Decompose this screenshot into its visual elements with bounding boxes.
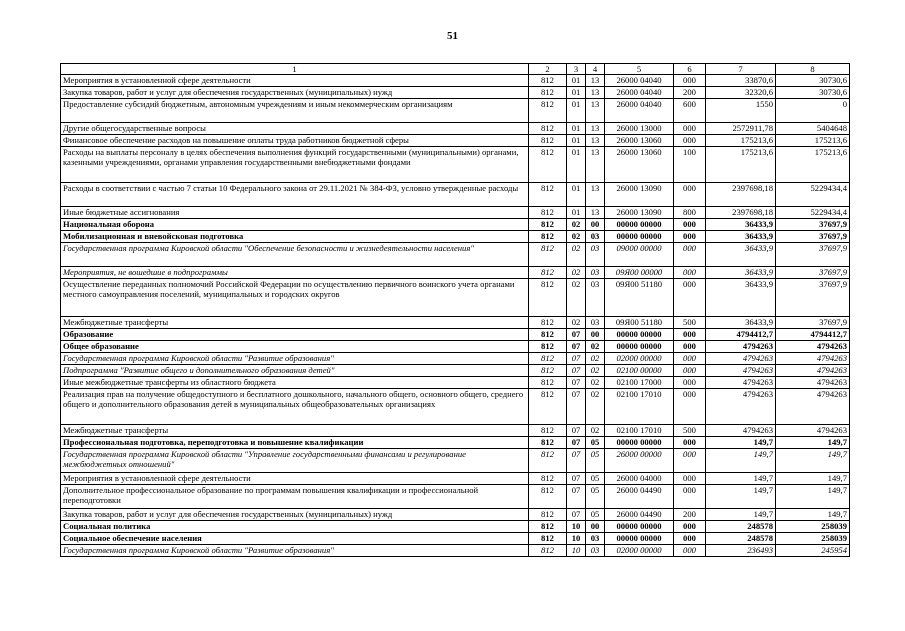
cell-expense-type: 000 [674, 279, 706, 317]
cell-item-name: Государственная программа Кировской области "Развитие образования" [61, 353, 529, 365]
cell-amount-year1: 2397698,18 [706, 207, 776, 219]
cell-item-name: Закупка товаров, работ и услуг для обеспечения государственных (муниципальных) нужд [61, 87, 529, 99]
cell-item-name: Мероприятия в установленной сфере деятельности [61, 75, 529, 87]
cell-amount-year2: 149,7 [776, 509, 850, 521]
cell-subsection: 02 [586, 341, 605, 353]
cell-subsection: 13 [586, 75, 605, 87]
cell-target-article: 26000 13060 [605, 147, 674, 183]
cell-subsection: 00 [586, 329, 605, 341]
cell-amount-year2: 175213,6 [776, 135, 850, 147]
table-row [61, 425, 850, 437]
cell-amount-year2: 5404648 [776, 123, 850, 135]
table-row [61, 123, 850, 135]
cell-item-name: Реализация прав на получение общедоступного и бесплатного дошкольного, начального общего, основного общего, среднего общего и дополнительного образования детей в муниципальных общеобразовательных организациях [61, 389, 529, 425]
cell-target-article: 26000 13000 [605, 123, 674, 135]
cell-section: 07 [567, 449, 586, 473]
cell-target-article: 26000 04040 [605, 75, 674, 87]
cell-target-article: 26000 04040 [605, 99, 674, 123]
cell-target-article: 09Я00 51180 [605, 317, 674, 329]
table-row [61, 99, 850, 123]
cell-expense-type: 000 [674, 267, 706, 279]
cell-subsection: 13 [586, 135, 605, 147]
table-row [61, 389, 850, 425]
cell-amount-year2: 4794263 [776, 353, 850, 365]
table-row [61, 341, 850, 353]
cell-amount-year1: 175213,6 [706, 135, 776, 147]
table-row [61, 267, 850, 279]
cell-item-name: Расходы на выплаты персоналу в целях обеспечения выполнения функций государственными (муниципальными) органами, казенными учреждениями, органами управления государственными внебюджетными фондами [61, 147, 529, 183]
cell-target-article: 02100 17000 [605, 377, 674, 389]
cell-amount-year2: 149,7 [776, 437, 850, 449]
cell-section: 07 [567, 353, 586, 365]
cell-admin-code: 812 [529, 135, 567, 147]
cell-subsection: 13 [586, 207, 605, 219]
table-row [61, 509, 850, 521]
cell-item-name: Государственная программа Кировской области "Развитие образования" [61, 545, 529, 557]
cell-item-name: Мероприятия в установленной сфере деятельности [61, 473, 529, 485]
cell-section: 01 [567, 135, 586, 147]
page-number: 51 [447, 30, 458, 42]
cell-expense-type: 500 [674, 317, 706, 329]
cell-section: 01 [567, 183, 586, 207]
cell-expense-type: 000 [674, 243, 706, 267]
cell-target-article: 26000 04040 [605, 87, 674, 99]
cell-amount-year1: 149,7 [706, 437, 776, 449]
cell-admin-code: 812 [529, 425, 567, 437]
cell-subsection: 05 [586, 473, 605, 485]
cell-subsection: 02 [586, 377, 605, 389]
cell-expense-type: 000 [674, 533, 706, 545]
cell-admin-code: 812 [529, 449, 567, 473]
cell-target-article: 00000 00000 [605, 231, 674, 243]
cell-amount-year2: 37697,9 [776, 243, 850, 267]
cell-section: 02 [567, 231, 586, 243]
cell-admin-code: 812 [529, 207, 567, 219]
cell-admin-code: 812 [529, 219, 567, 231]
cell-section: 07 [567, 437, 586, 449]
cell-section: 01 [567, 99, 586, 123]
cell-subsection: 13 [586, 183, 605, 207]
cell-subsection: 03 [586, 267, 605, 279]
cell-item-name: Государственная программа Кировской области "Обеспечение безопасности и жизнедеятельности населения" [61, 243, 529, 267]
cell-expense-type: 500 [674, 425, 706, 437]
cell-section: 02 [567, 243, 586, 267]
cell-amount-year1: 33870,6 [706, 75, 776, 87]
cell-admin-code: 812 [529, 123, 567, 135]
cell-amount-year2: 149,7 [776, 449, 850, 473]
table-row [61, 353, 850, 365]
cell-amount-year1: 248578 [706, 521, 776, 533]
cell-item-name: Социальное обеспечение населения [61, 533, 529, 545]
cell-section: 07 [567, 509, 586, 521]
cell-amount-year2: 5229434,4 [776, 183, 850, 207]
cell-subsection: 03 [586, 545, 605, 557]
header-cell: 5 [605, 64, 674, 75]
table-row [61, 329, 850, 341]
table-row [61, 485, 850, 509]
cell-amount-year1: 36433,9 [706, 231, 776, 243]
cell-expense-type: 800 [674, 207, 706, 219]
cell-admin-code: 812 [529, 279, 567, 317]
cell-target-article: 00000 00000 [605, 219, 674, 231]
cell-section: 01 [567, 87, 586, 99]
cell-section: 07 [567, 389, 586, 425]
cell-subsection: 03 [586, 243, 605, 267]
cell-section: 07 [567, 365, 586, 377]
cell-admin-code: 812 [529, 377, 567, 389]
cell-amount-year2: 30730,6 [776, 75, 850, 87]
cell-expense-type: 000 [674, 329, 706, 341]
header-cell: 3 [567, 64, 586, 75]
cell-expense-type: 000 [674, 341, 706, 353]
cell-admin-code: 812 [529, 267, 567, 279]
cell-admin-code: 812 [529, 485, 567, 509]
cell-target-article: 26000 13090 [605, 183, 674, 207]
cell-section: 02 [567, 279, 586, 317]
cell-subsection: 02 [586, 353, 605, 365]
cell-expense-type: 200 [674, 509, 706, 521]
cell-item-name: Иные межбюджетные трансферты из областного бюджета [61, 377, 529, 389]
cell-amount-year1: 4794263 [706, 425, 776, 437]
cell-amount-year1: 149,7 [706, 509, 776, 521]
cell-target-article: 26000 13060 [605, 135, 674, 147]
cell-amount-year1: 4794263 [706, 389, 776, 425]
cell-target-article: 09Я00 51180 [605, 279, 674, 317]
cell-amount-year2: 149,7 [776, 473, 850, 485]
cell-amount-year1: 4794263 [706, 341, 776, 353]
cell-admin-code: 812 [529, 509, 567, 521]
table-row [61, 279, 850, 317]
cell-section: 02 [567, 317, 586, 329]
cell-amount-year2: 4794263 [776, 425, 850, 437]
cell-amount-year2: 4794263 [776, 365, 850, 377]
cell-amount-year2: 4794263 [776, 341, 850, 353]
cell-amount-year2: 37697,9 [776, 267, 850, 279]
table-row [61, 231, 850, 243]
cell-amount-year2: 175213,6 [776, 147, 850, 183]
cell-target-article: 09Я00 00000 [605, 267, 674, 279]
cell-item-name: Профессиональная подготовка, переподготовка и повышение квалификации [61, 437, 529, 449]
cell-amount-year2: 258039 [776, 521, 850, 533]
cell-section: 07 [567, 485, 586, 509]
cell-target-article: 02000 00000 [605, 545, 674, 557]
header-cell: 6 [674, 64, 706, 75]
cell-admin-code: 812 [529, 521, 567, 533]
cell-section: 07 [567, 377, 586, 389]
cell-expense-type: 000 [674, 75, 706, 87]
cell-section: 10 [567, 545, 586, 557]
cell-target-article: 02100 17010 [605, 389, 674, 425]
header-cell: 4 [586, 64, 605, 75]
budget-table [60, 63, 850, 557]
table-row [61, 449, 850, 473]
cell-target-article: 26000 04000 [605, 473, 674, 485]
cell-section: 02 [567, 219, 586, 231]
cell-expense-type: 000 [674, 135, 706, 147]
table-row [61, 75, 850, 87]
table-row [61, 87, 850, 99]
cell-subsection: 03 [586, 533, 605, 545]
cell-expense-type: 000 [674, 389, 706, 425]
cell-target-article: 02100 17010 [605, 425, 674, 437]
cell-target-article: 00000 00000 [605, 341, 674, 353]
cell-amount-year1: 149,7 [706, 473, 776, 485]
cell-admin-code: 812 [529, 99, 567, 123]
cell-amount-year2: 4794412,7 [776, 329, 850, 341]
header-row [61, 64, 850, 75]
cell-item-name: Расходы в соответствии с частью 7 статьи 10 Федерального закона от 29.11.2021 № 384-ФЗ, условно утвержденные расходы [61, 183, 529, 207]
cell-subsection: 05 [586, 509, 605, 521]
cell-subsection: 05 [586, 437, 605, 449]
cell-subsection: 03 [586, 231, 605, 243]
cell-admin-code: 812 [529, 353, 567, 365]
cell-admin-code: 812 [529, 329, 567, 341]
table-row [61, 437, 850, 449]
cell-expense-type: 000 [674, 353, 706, 365]
cell-subsection: 05 [586, 449, 605, 473]
cell-amount-year1: 149,7 [706, 485, 776, 509]
cell-expense-type: 000 [674, 449, 706, 473]
cell-amount-year1: 36433,9 [706, 243, 776, 267]
table-row [61, 365, 850, 377]
cell-amount-year2: 258039 [776, 533, 850, 545]
table-row [61, 147, 850, 183]
cell-admin-code: 812 [529, 341, 567, 353]
cell-expense-type: 000 [674, 123, 706, 135]
table-row [61, 473, 850, 485]
cell-admin-code: 812 [529, 87, 567, 99]
table-row [61, 317, 850, 329]
table-row [61, 207, 850, 219]
cell-item-name: Социальная политика [61, 521, 529, 533]
table-row [61, 377, 850, 389]
cell-amount-year1: 4794263 [706, 365, 776, 377]
cell-subsection: 13 [586, 87, 605, 99]
cell-admin-code: 812 [529, 75, 567, 87]
cell-target-article: 00000 00000 [605, 437, 674, 449]
cell-amount-year1: 248578 [706, 533, 776, 545]
cell-item-name: Предоставление субсидий бюджетным, автономным учреждениям и иным некоммерческим организациям [61, 99, 529, 123]
table-row [61, 243, 850, 267]
cell-subsection: 05 [586, 485, 605, 509]
cell-amount-year1: 175213,6 [706, 147, 776, 183]
cell-amount-year1: 236493 [706, 545, 776, 557]
cell-item-name: Подпрограмма "Развитие общего и дополнительного образования детей" [61, 365, 529, 377]
cell-item-name: Межбюджетные трансферты [61, 317, 529, 329]
cell-item-name: Иные бюджетные ассигнования [61, 207, 529, 219]
cell-section: 01 [567, 75, 586, 87]
cell-section: 07 [567, 329, 586, 341]
table-row [61, 135, 850, 147]
cell-section: 07 [567, 425, 586, 437]
cell-admin-code: 812 [529, 147, 567, 183]
cell-item-name: Общее образование [61, 341, 529, 353]
cell-amount-year2: 5229434,4 [776, 207, 850, 219]
cell-amount-year1: 1550 [706, 99, 776, 123]
cell-amount-year2: 149,7 [776, 485, 850, 509]
cell-amount-year2: 37697,9 [776, 317, 850, 329]
cell-amount-year2: 37697,9 [776, 219, 850, 231]
cell-amount-year2: 0 [776, 99, 850, 123]
header-cell: 8 [776, 64, 850, 75]
cell-item-name: Закупка товаров, работ и услуг для обеспечения государственных (муниципальных) нужд [61, 509, 529, 521]
cell-target-article: 26000 04490 [605, 509, 674, 521]
cell-item-name: Мероприятия, не вошедшие в подпрограммы [61, 267, 529, 279]
cell-target-article: 26000 13090 [605, 207, 674, 219]
cell-target-article: 26000 04490 [605, 485, 674, 509]
table-row [61, 183, 850, 207]
cell-expense-type: 000 [674, 545, 706, 557]
cell-expense-type: 000 [674, 219, 706, 231]
cell-amount-year1: 2397698,18 [706, 183, 776, 207]
cell-admin-code: 812 [529, 243, 567, 267]
cell-admin-code: 812 [529, 317, 567, 329]
cell-section: 01 [567, 207, 586, 219]
cell-expense-type: 200 [674, 87, 706, 99]
cell-amount-year2: 245954 [776, 545, 850, 557]
cell-amount-year1: 36433,9 [706, 279, 776, 317]
header-cell: 1 [61, 64, 529, 75]
cell-item-name: Национальная оборона [61, 219, 529, 231]
cell-expense-type: 600 [674, 99, 706, 123]
cell-amount-year2: 4794263 [776, 377, 850, 389]
cell-amount-year1: 4794263 [706, 353, 776, 365]
cell-subsection: 13 [586, 147, 605, 183]
cell-item-name: Другие общегосударственные вопросы [61, 123, 529, 135]
cell-subsection: 02 [586, 389, 605, 425]
cell-amount-year2: 4794263 [776, 389, 850, 425]
cell-amount-year2: 37697,9 [776, 231, 850, 243]
cell-expense-type: 000 [674, 473, 706, 485]
table-row [61, 533, 850, 545]
cell-section: 01 [567, 147, 586, 183]
cell-subsection: 02 [586, 365, 605, 377]
cell-subsection: 03 [586, 317, 605, 329]
cell-amount-year1: 4794263 [706, 377, 776, 389]
cell-section: 01 [567, 123, 586, 135]
header-cell: 7 [706, 64, 776, 75]
cell-expense-type: 000 [674, 183, 706, 207]
cell-section: 10 [567, 521, 586, 533]
cell-admin-code: 812 [529, 473, 567, 485]
cell-admin-code: 812 [529, 389, 567, 425]
cell-amount-year1: 36433,9 [706, 219, 776, 231]
cell-amount-year1: 36433,9 [706, 317, 776, 329]
cell-admin-code: 812 [529, 533, 567, 545]
cell-subsection: 03 [586, 279, 605, 317]
cell-target-article: 02000 00000 [605, 353, 674, 365]
cell-section: 10 [567, 533, 586, 545]
cell-subsection: 00 [586, 219, 605, 231]
cell-admin-code: 812 [529, 545, 567, 557]
cell-section: 07 [567, 473, 586, 485]
cell-expense-type: 000 [674, 231, 706, 243]
cell-amount-year2: 37697,9 [776, 279, 850, 317]
cell-target-article: 09000 00000 [605, 243, 674, 267]
cell-subsection: 00 [586, 521, 605, 533]
cell-expense-type: 000 [674, 365, 706, 377]
cell-expense-type: 100 [674, 147, 706, 183]
cell-subsection: 13 [586, 123, 605, 135]
cell-target-article: 02100 00000 [605, 365, 674, 377]
cell-target-article: 00000 00000 [605, 521, 674, 533]
cell-expense-type: 000 [674, 437, 706, 449]
cell-subsection: 13 [586, 99, 605, 123]
cell-amount-year1: 4794412,7 [706, 329, 776, 341]
cell-amount-year1: 2572911,78 [706, 123, 776, 135]
cell-item-name: Осуществление переданных полномочий Российской Федерации по осуществлению первичного воинского учета органами местного самоуправления поселений, муниципальных и городских округов [61, 279, 529, 317]
header-cell: 2 [529, 64, 567, 75]
cell-amount-year1: 32320,6 [706, 87, 776, 99]
table-row [61, 545, 850, 557]
cell-section: 07 [567, 341, 586, 353]
cell-item-name: Межбюджетные трансферты [61, 425, 529, 437]
cell-expense-type: 000 [674, 485, 706, 509]
cell-subsection: 02 [586, 425, 605, 437]
cell-target-article: 26000 00000 [605, 449, 674, 473]
cell-item-name: Образование [61, 329, 529, 341]
cell-item-name: Государственная программа Кировской области "Управление государственными финансами и регулирование межбюджетных отношений" [61, 449, 529, 473]
cell-section: 02 [567, 267, 586, 279]
cell-amount-year2: 30730,6 [776, 87, 850, 99]
cell-item-name: Финансовое обеспечение расходов на повышение оплаты труда работников бюджетной сферы [61, 135, 529, 147]
cell-amount-year1: 149,7 [706, 449, 776, 473]
cell-admin-code: 812 [529, 231, 567, 243]
cell-admin-code: 812 [529, 183, 567, 207]
cell-admin-code: 812 [529, 437, 567, 449]
cell-target-article: 00000 00000 [605, 329, 674, 341]
cell-amount-year1: 36433,9 [706, 267, 776, 279]
cell-expense-type: 000 [674, 377, 706, 389]
table-row [61, 521, 850, 533]
cell-expense-type: 000 [674, 521, 706, 533]
cell-item-name: Дополнительное профессиональное образование по программам повышения квалификации и профессиональной переподготовки [61, 485, 529, 509]
cell-admin-code: 812 [529, 365, 567, 377]
cell-item-name: Мобилизационная и вневойсковая подготовка [61, 231, 529, 243]
cell-target-article: 00000 00000 [605, 533, 674, 545]
table-row [61, 219, 850, 231]
